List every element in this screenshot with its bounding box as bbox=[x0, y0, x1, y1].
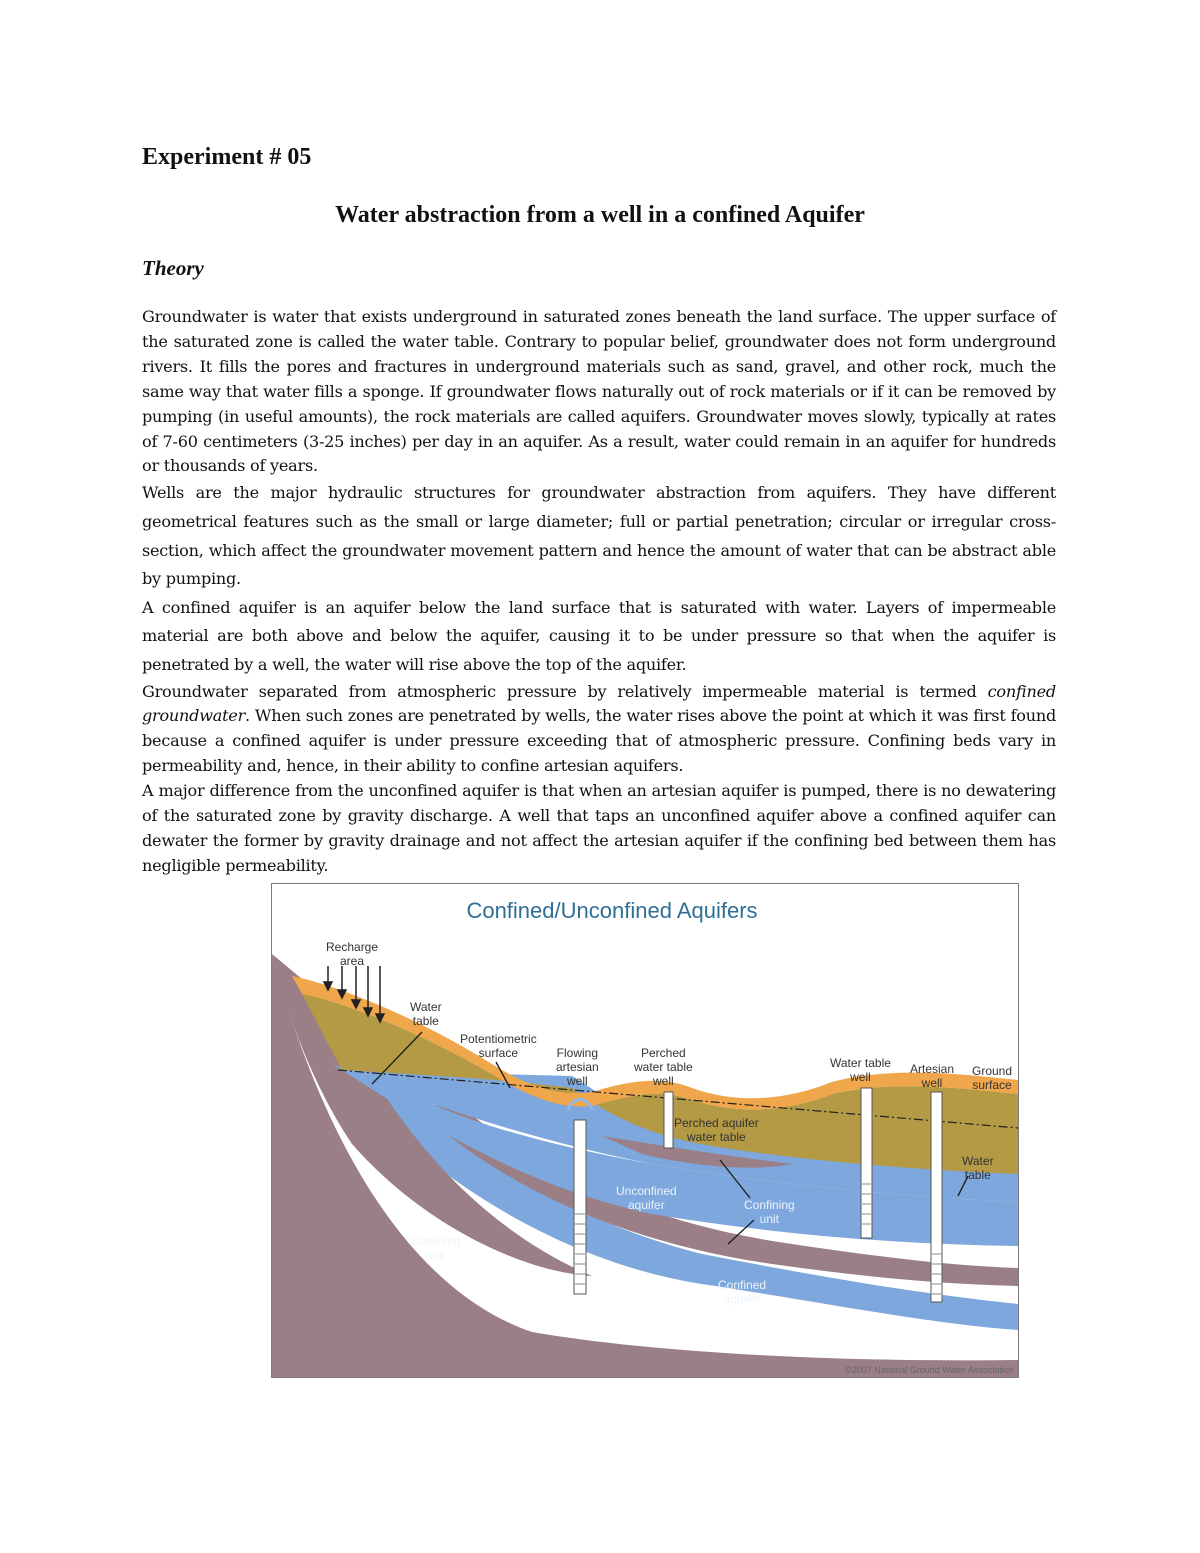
section-heading-theory: Theory bbox=[142, 256, 204, 280]
label-water-table-well: Water table well bbox=[830, 1056, 891, 1084]
theory-body bbox=[142, 305, 1056, 879]
figure-title: Confined/Unconfined Aquifers bbox=[466, 898, 758, 923]
label-perched-water-table-well: Perched water table well bbox=[634, 1046, 693, 1088]
label-confining-unit-center: Confining unit bbox=[744, 1198, 795, 1226]
p4-text-start: Groundwater separated from atmospheric pressure by relatively impermeable material is termed bbox=[142, 681, 988, 701]
well-perched-water-table bbox=[664, 1092, 673, 1148]
paragraph-unconfined-difference: A major difference from the unconfined aquifer is that when an artesian aquifer is pumped, there is no dewatering of the saturated zone by gravity discharge. A well that taps an unconfined aquifer above a confined aquifer can dewater the former by gravity drainage and not affect the artesian aquifer if the confining bed between them has negligible permeability. bbox=[142, 781, 1056, 875]
label-water-table-left: Water table bbox=[410, 1000, 442, 1028]
aquifer-figure bbox=[271, 883, 1019, 1378]
label-water-table-right: Water table bbox=[962, 1154, 994, 1182]
figure-copyright: ©2007 National Ground Water Association bbox=[845, 1365, 1014, 1375]
label-artesian-well: Artesian well bbox=[910, 1062, 955, 1090]
main-title: Water abstraction from a well in a confined Aquifer bbox=[335, 202, 865, 228]
well-water-table bbox=[861, 1088, 872, 1238]
well-artesian bbox=[931, 1092, 942, 1302]
paragraph-wells: Wells are the major hydraulic structures for groundwater abstraction from aquifers. They have different geometrical features such as the small or large diameter; full or partial penetration; circular or irregular cross-section, which affect the groundwater movement pattern and hence the amount of water that can be abstract able by pumping. bbox=[142, 483, 1056, 589]
experiment-title: Experiment # 05 bbox=[142, 144, 312, 170]
label-flowing-artesian-well: Flowing artesian well bbox=[556, 1046, 599, 1088]
label-confining-unit-left: Confining unit bbox=[410, 1234, 461, 1262]
paragraph-confined-groundwater bbox=[142, 680, 1056, 780]
paragraph-confined-aquifer: A confined aquifer is an aquifer below the land surface that is saturated with water. Layers of impermeable material are both above and below the aquifer, causing it to be under pressure so that when the aquifer is penetrated by a well, the water will rise above the top of the aquifer. bbox=[142, 597, 1056, 674]
label-unconfined-aquifer: Unconfined aquifer bbox=[616, 1184, 677, 1212]
aquifer-diagram bbox=[272, 884, 1018, 1377]
label-perched-aquifer-water-table: Perched aquifer water table bbox=[674, 1116, 759, 1144]
label-potentiometric-surface: Potentiometric surface bbox=[460, 1032, 537, 1060]
label-confined-aquifer: Confined aquifer bbox=[718, 1278, 767, 1306]
label-recharge-area: Recharge area bbox=[326, 940, 379, 968]
label-ground-surface: Ground surface bbox=[972, 1064, 1013, 1092]
p4-text-end: . When such zones are penetrated by wells, the water rises above the point at which it was first found because a confined aquifer is under pressure exceeding that of atmospheric pressure. Confining beds vary in permeability and, hence, in their ability to confine artesian aquifers. bbox=[142, 706, 1056, 776]
p4-emphasis: confined groundwater bbox=[142, 681, 1056, 726]
paragraph-groundwater: Groundwater is water that exists underground in saturated zones beneath the land surface. The upper surface of the saturated zone is called the water table. Contrary to popular belief, groundwater does not form underground rivers. It fills the pores and fractures in underground materials such as sand, gravel, and other rock, much the same way that water fills a sponge. If groundwater flows naturally out of rock materials or if it can be removed by pumping (in useful amounts), the rock materials are called aquifers. Groundwater moves slowly, typically at rates of 7-60 centimeters (3-25 inches) per day in an aquifer. As a result, water could remain in an aquifer for hundreds or thousands of years. bbox=[142, 307, 1056, 476]
